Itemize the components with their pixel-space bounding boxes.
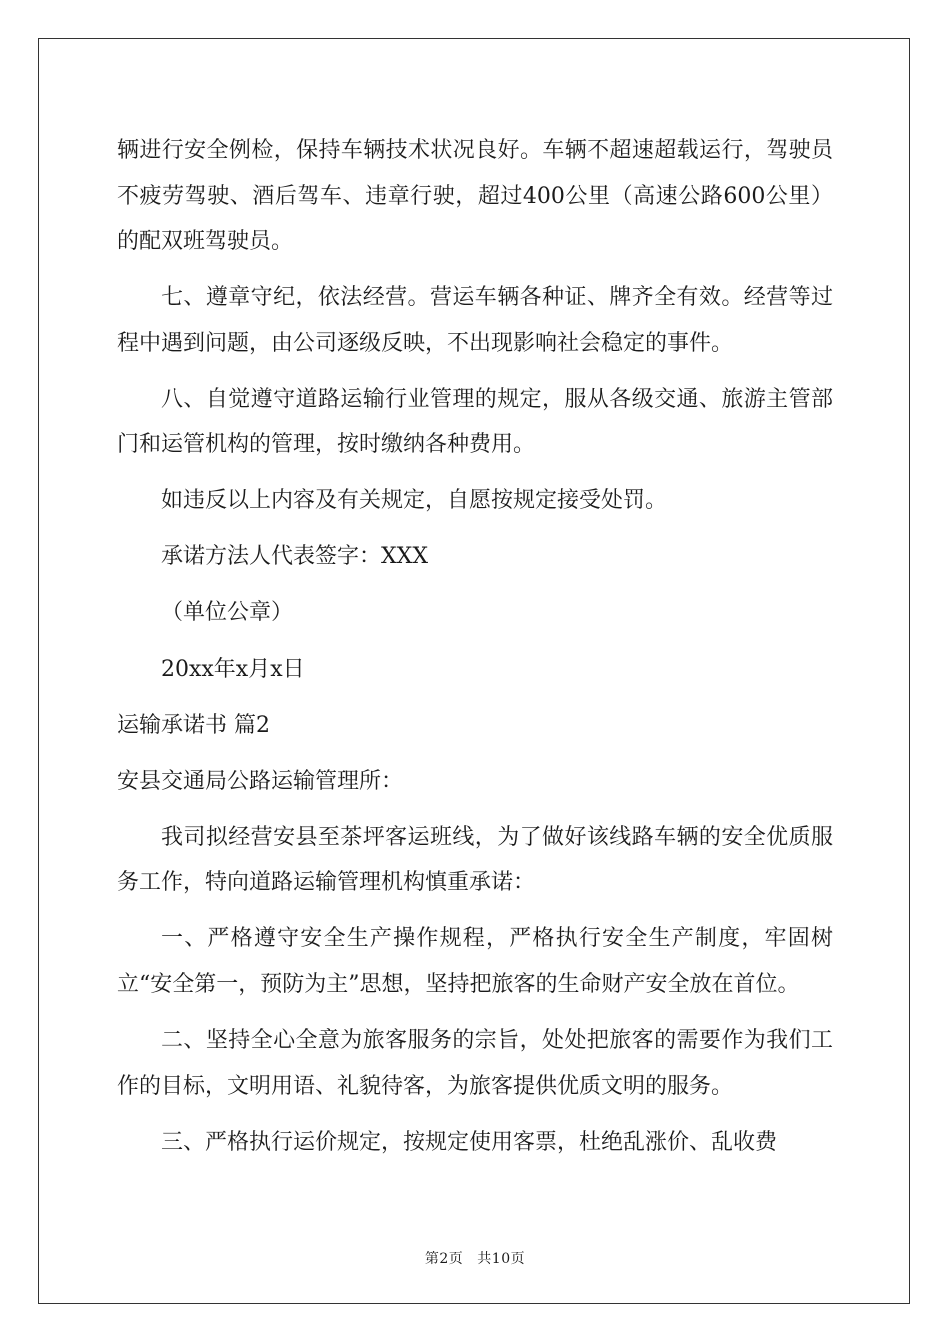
- page-total: 共10页: [477, 1251, 526, 1267]
- paragraph-penalty-statement: 如违反以上内容及有关规定，自愿按规定接受处罚。: [161, 488, 668, 514]
- paragraph-intro: 我司拟经营安县至茶坪客运班线，为了做好该线路车辆的安全优质服务工作，特向道路运输管理机构慎重承诺：: [117, 824, 833, 896]
- seal-line: （单位公章）: [161, 600, 294, 626]
- date-line: 20xx年x月x日: [161, 656, 305, 682]
- paragraph-clause-3: 三、严格执行运价规定，按规定使用客票，杜绝乱涨价、乱收费: [161, 1129, 778, 1155]
- signature-line: 承诺方法人代表签字：XXX: [161, 544, 428, 570]
- page-footer: [0, 1248, 950, 1268]
- document-body: [117, 128, 833, 1176]
- paragraph-continuation: 辆进行安全例检，保持车辆技术状况良好。车辆不超速超载运行，驾驶员不疲劳驾驶、酒后驾车、违章行驶，超过400公里（高速公路600公里）的配双班驾驶员。: [117, 138, 833, 254]
- paragraph-clause-8: 八、自觉遵守道路运输行业管理的规定，服从各级交通、旅游主管部门和运管机构的管理，按时缴纳各种费用。: [117, 386, 833, 458]
- page-number: 第2页: [424, 1251, 464, 1267]
- paragraph-clause-1: 一、严格遵守安全生产操作规程，严格执行安全生产制度，牢固树立“安全第一，预防为主”思想，坚持把旅客的生命财产安全放在首位。: [117, 926, 833, 997]
- paragraph-clause-2: 二、坚持全心全意为旅客服务的宗旨，处处把旅客的需要作为我们工作的目标，文明用语、礼貌待客，为旅客提供优质文明的服务。: [117, 1028, 833, 1099]
- section-title: 运输承诺书 篇2: [117, 712, 270, 738]
- paragraph-clause-7: 七、遵章守纪，依法经营。营运车辆各种证、牌齐全有效。经营等过程中遇到问题，由公司逐级反映，不出现影响社会稳定的事件。: [117, 285, 833, 356]
- addressee-line: 安县交通局公路运输管理所：: [117, 768, 404, 794]
